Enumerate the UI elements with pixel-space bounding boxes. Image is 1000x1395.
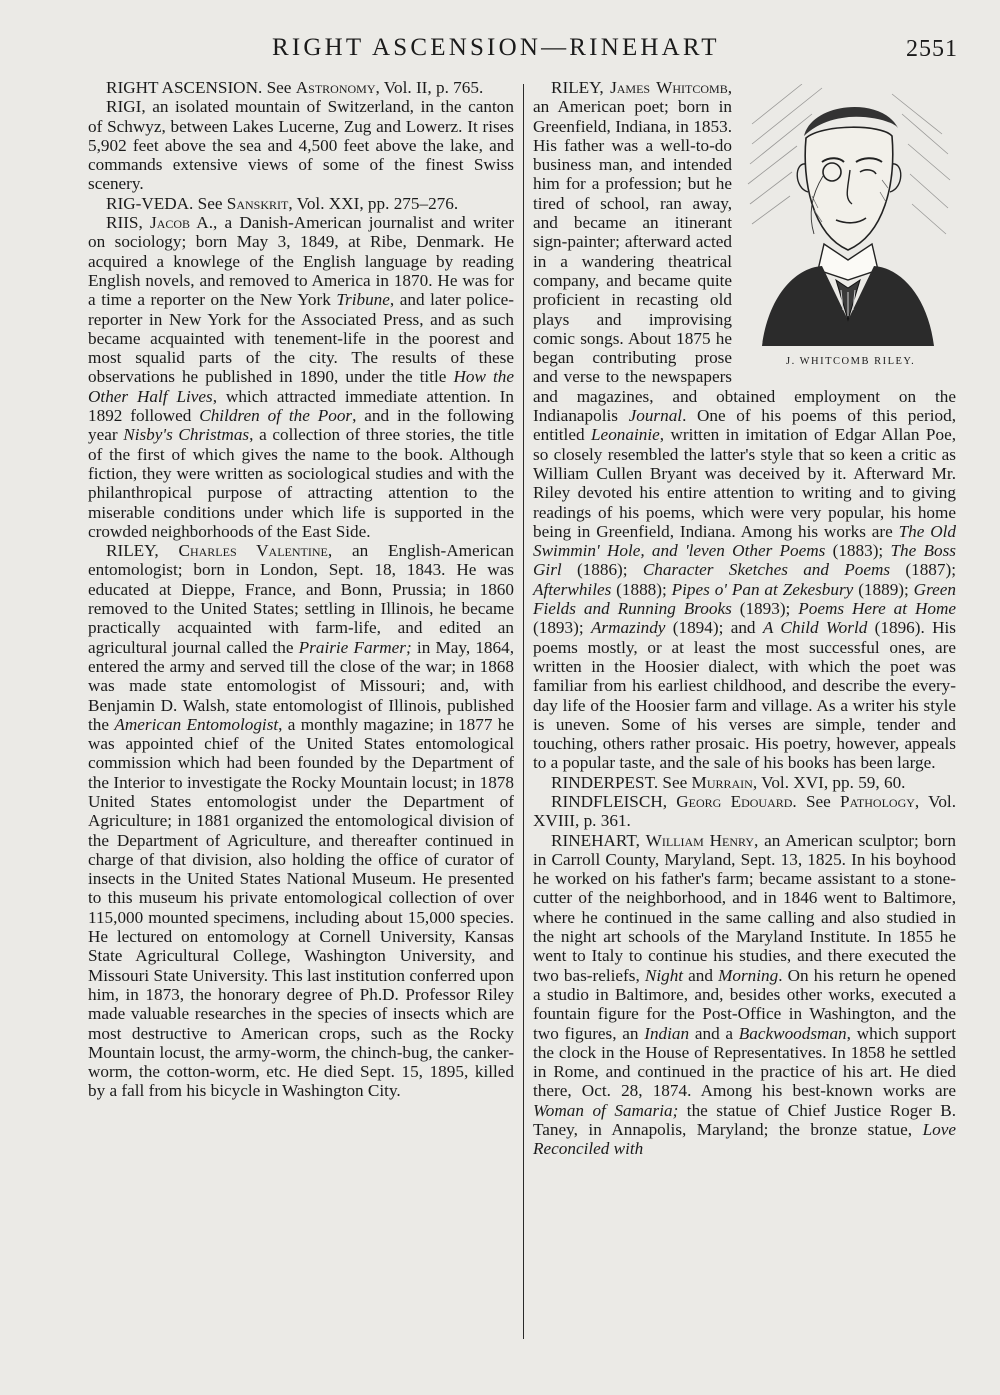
given-name: Jacob A. bbox=[150, 213, 214, 233]
italic-title: Nisby's Christmas bbox=[123, 425, 250, 445]
entry-text: (1886); bbox=[561, 560, 643, 580]
entry-text: , which attracted immediate attention. In 1892 followed bbox=[88, 386, 514, 426]
entry-text: (1893); bbox=[731, 599, 799, 619]
cross-reference: Murrain bbox=[691, 772, 753, 792]
entry-text: , an American poet; born in Greenfield, Indiana, in 1853. His father was a well-to-do business man, and intended him for a profession; but he tired of school, ran away, and became an itinerant sign-painter; afterward acted in a wandering theatrical company, and became quite proficient in recasting old plays and improvising comic songs. About 1875 he began contributing prose and verse to the newspapers and magazines, and obtained employment on the Indianapolis bbox=[533, 78, 956, 426]
italic-title: A Child World bbox=[762, 618, 868, 638]
entry-text: , which support the clock in the House of Representatives. In 1858 he settled in Rome, and continued in the practice of his art. He died there, Oct. 28, 1874. Among his best-known works are bbox=[533, 1023, 956, 1101]
reference-volume: , Vol. XVI, pp. 59, 60. bbox=[752, 772, 906, 792]
headword: RIGHT ASCENSION. bbox=[106, 78, 263, 97]
page-header bbox=[0, 34, 1000, 74]
italic-title: Journal bbox=[628, 406, 683, 426]
entry-text: (1888); bbox=[611, 579, 672, 599]
headword: RINDFLEISCH, bbox=[551, 791, 668, 811]
entry-text: , a collection of three stories, the title of the first of which gives the name to the book. Although fiction, they were written as sociological studies and with the philanthropical purpose of attracting attention to the miserable conditions under which life is supported in the crowded neighborhoods of the East Side. bbox=[88, 425, 514, 541]
portrait-illustration bbox=[742, 84, 954, 346]
entry-text: . One of his poems of this period, entitled bbox=[533, 406, 956, 445]
reference-volume: , Vol. II, p. 765. bbox=[375, 78, 484, 97]
entry-text: (1883); bbox=[825, 541, 891, 561]
italic-title: Love Reconciled with bbox=[533, 1120, 956, 1159]
italic-title: Woman of Samaria; bbox=[533, 1100, 679, 1120]
italic-title: Armazindy bbox=[590, 618, 666, 638]
entry-text: . On his return he opened a studio in Baltimore, and, besides other works, executed a fountain figure for the Post-Office in Washington, and the two figures, an bbox=[533, 965, 956, 1043]
column-rule bbox=[523, 84, 524, 1339]
page-number: 2551 bbox=[906, 36, 958, 62]
entry-text: (1896). His poems mostly, or at least the most successful ones, are written in the Hoosier dialect, with which the poet was familiar from his earliest childhood, and describe the every-day life of the Hoosier farm and village. As a writer his style is uneven. Some of his verses are simple, tender and touching, others rather prosaic. His poetry, however, appeals to a popular taste, and the sale of his books has been large. bbox=[533, 618, 956, 773]
see-label: See bbox=[805, 791, 831, 811]
italic-title: Tribune bbox=[336, 290, 390, 310]
headword: RINDERPEST. bbox=[551, 772, 659, 792]
running-head: RIGHT ASCENSION—RINEHART bbox=[272, 34, 720, 61]
left-column bbox=[88, 78, 514, 1101]
entry-right-ascension bbox=[88, 78, 514, 97]
entry-text: , a monthly magazine; in 1877 he was appointed chief of the United States entomological commission which had been founded by the Department of the Interior to investigate the Rocky Mountain locust; in 1878 United States entomologist under the Department of Agriculture; in 1881 organized the entomological division of the Department of Agriculture, and thereafter continued in charge of that division, also holding the office of curator of insects in the United States National Museum. He presented to this museum his private entomological collection of over 115,000 mounted specimens, including about 15,000 species. He lectured on entomology at Cornell University, Kansas State Agricultural College, Washington University, and Missouri State University. This last institution conferred upon him, in 1873, the honorary degree of Ph.D. Professor Riley made valuable researches in the species of insects which are most destructive to American crops, such as the Rocky Mountain locust, the army-worm, the chinch-bug, the canker-worm, the cotton-worm, etc. He died Sept. 15, 1895, killed by a fall from his bicycle in Washington City. bbox=[88, 714, 514, 1101]
reference-volume: , Vol. XVIII, p. 361. bbox=[533, 791, 956, 831]
entry-text: , written in imitation of Edgar Allan Poe, so closely resembled the latter's style that so keen a critic as William Cullen Bryant was deceived by it. Afterward Mr. Riley devoted his entire attention to writing and to giving readings of his poems, which were very popular, his home being in Greenfield, Indiana. Among his works are bbox=[533, 425, 956, 541]
italic-title: How the Other Half Lives bbox=[88, 367, 514, 406]
see-label: See bbox=[266, 78, 292, 97]
reference-volume: , Vol. XXI, pp. 275–276. bbox=[288, 193, 459, 213]
italic-title: Backwoodsman bbox=[738, 1023, 847, 1043]
italic-title: Prairie Farmer; bbox=[298, 637, 412, 657]
entry-riley-james-whitcomb bbox=[533, 78, 956, 773]
right-column bbox=[533, 78, 956, 1159]
cross-reference: Sanskrit bbox=[226, 193, 289, 213]
entry-text: (1893); bbox=[533, 618, 591, 638]
given-name: Charles Valentine bbox=[178, 541, 328, 561]
entry-text: and a bbox=[689, 1023, 739, 1043]
entry-text: in May, 1864, entered the army and served till the close of the war; in 1868 was made state entomologist of Missouri; and, with Benjamin D. Walsh, state entomologist of Illinois, published the bbox=[88, 637, 514, 734]
italic-title: Leonainie bbox=[591, 425, 660, 445]
headword: RIIS, bbox=[106, 213, 143, 233]
portrait-caption: J. WHITCOMB RILEY. bbox=[786, 356, 916, 367]
headword: RILEY, bbox=[551, 78, 604, 97]
see-label: See bbox=[662, 772, 688, 792]
entry-text: and bbox=[683, 965, 719, 985]
headword: RIG-VEDA. bbox=[106, 193, 194, 213]
entry-text: , an American sculptor; born in Carroll County, Maryland, Sept. 13, 1825. In his boyhood he worked on his father's farm; became assistant to a stone-cutter of the neighborhood, and in 1846 went to Baltimore, where he continued in the same calling and also studied in the night art schools of the Maryland Institute. In 1855 he went to Italy to continue his studies, and there executed the two bas-reliefs, bbox=[533, 830, 956, 985]
entry-text: (1887); bbox=[890, 560, 956, 580]
italic-title: The Boss Girl bbox=[533, 541, 956, 580]
headword: RINEHART, bbox=[551, 830, 640, 850]
entry-text: (1889); bbox=[853, 579, 914, 599]
italic-title: Morning bbox=[718, 965, 779, 985]
entry-riis bbox=[88, 213, 514, 541]
given-name: William Henry bbox=[645, 830, 755, 850]
entry-rinderpest bbox=[533, 773, 956, 792]
entry-rigi: RIGI, an isolated mountain of Switzerland, in the canton of Schwyz, between Lakes Lucerne, Zug and Lowerz. It rises 5,902 feet above the sea and 4,500 feet above the lake, and commands extensive views of some of the finest Swiss scenery. bbox=[88, 97, 514, 194]
see-label: See bbox=[197, 193, 223, 213]
entry-text: (1894); and bbox=[665, 618, 763, 638]
italic-title: Children of the Poor bbox=[199, 406, 353, 426]
cross-reference: Pathology bbox=[840, 791, 915, 811]
headword: RILEY, bbox=[106, 541, 159, 561]
entry-rinehart bbox=[533, 831, 956, 1159]
portrait-figure bbox=[738, 78, 956, 378]
entry-text: the statue of Chief Justice Roger B. Taney, in Annapolis, Maryland; the bronze statue, bbox=[533, 1100, 956, 1140]
italic-title: Afterwhiles bbox=[533, 579, 612, 599]
given-name: James Whitcomb bbox=[610, 78, 728, 97]
entry-text: , and in the following year bbox=[88, 406, 514, 445]
italic-title: Poems Here at Home bbox=[798, 599, 956, 619]
italic-title: Green Fields and Running Brooks bbox=[533, 579, 956, 619]
entry-rig-veda bbox=[88, 194, 514, 213]
entry-text: , and later police-reporter in New York for the Associated Press, and as such became acquainted with tenement-life in the poorest and most squalid parts of the city. The results of these observations he published in 1890, under the title bbox=[88, 290, 514, 387]
italic-title: Pipes o' Pan at Zekesbury bbox=[671, 579, 854, 599]
entry-riley-charles-valentine bbox=[88, 541, 514, 1101]
entry-text: , a Danish-American journalist and writer on sociology; born May 3, 1849, at Ribe, Denmark. He acquired a knowlege of the English language by reading English novels, and removed to America in 1870. He was for a time a reporter on the New York bbox=[88, 213, 514, 310]
entry-text: , an English-American entomologist; born in London, Sept. 18, 1843. He was educated at Dieppe, France, and Bonn, Prussia; in 1860 removed to the United States; settling in Illinois, he became practically acquainted with farm-life, and edited an agricultural journal called the bbox=[88, 541, 514, 657]
italic-title: The Old Swimmin' Hole, and 'leven Other Poems bbox=[533, 521, 956, 561]
cross-reference: Astronomy bbox=[295, 78, 376, 97]
italic-title: Character Sketches and Poems bbox=[642, 560, 891, 580]
italic-title: Night bbox=[644, 965, 684, 985]
given-name: Georg Edouard. bbox=[676, 791, 797, 811]
entry-rindfleisch bbox=[533, 792, 956, 831]
italic-title: Indian bbox=[644, 1023, 690, 1043]
italic-title: American Entomologist bbox=[114, 714, 279, 734]
